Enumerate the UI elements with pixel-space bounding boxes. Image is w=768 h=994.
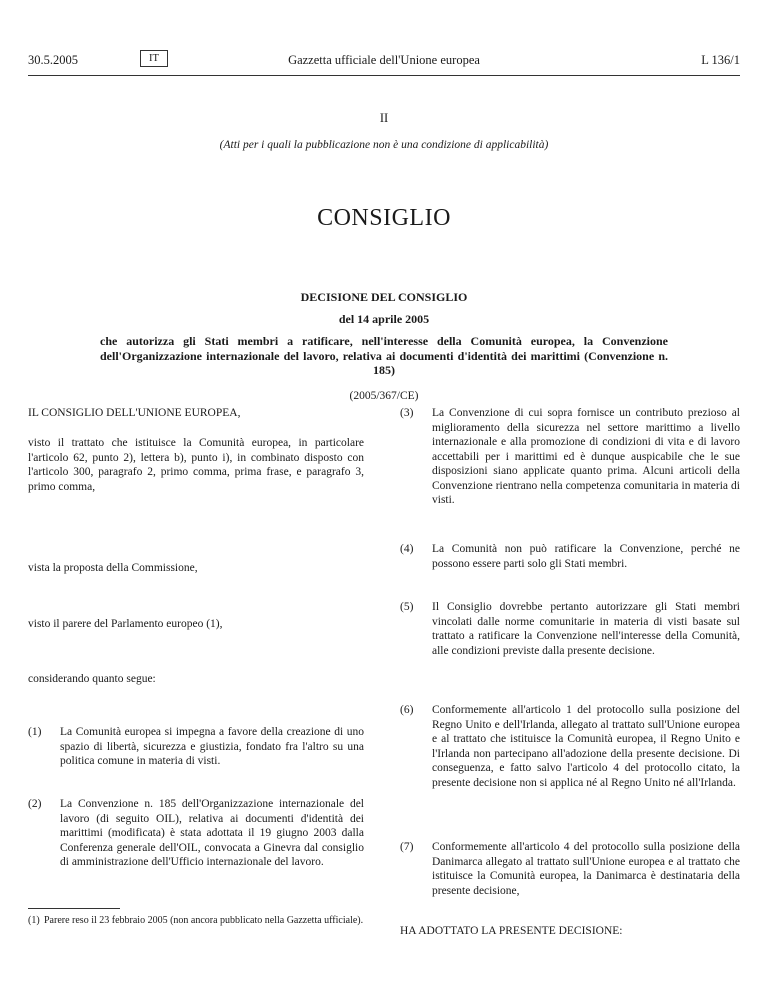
recitals-intro: considerando quanto segue: xyxy=(28,673,156,685)
journal-title: Gazzetta ufficiale dell'Unione europea xyxy=(288,53,480,67)
recital xyxy=(28,725,364,770)
institution-heading: CONSIGLIO xyxy=(317,205,451,231)
header-divider xyxy=(28,75,740,76)
recital-number: (4) xyxy=(400,543,414,555)
citation-proposal: vista la proposta della Commissione, xyxy=(28,562,198,574)
recital-number: (5) xyxy=(400,601,414,613)
page-reference: L 136/1 xyxy=(701,53,740,67)
header-date: 30.5.2005 xyxy=(28,53,78,67)
recital-text: La Comunità europea si impegna a favore della creazione di uno spazio di libertà, sicurezza e giustizia, fondato fra l'altro su una politica comune in materia di visti. xyxy=(60,726,364,767)
recital xyxy=(400,600,740,675)
recital xyxy=(28,797,364,877)
footnote-number: (1) xyxy=(28,915,40,926)
recital-number: (7) xyxy=(400,841,414,853)
citation-parliament-end: , xyxy=(219,618,223,630)
decision-date: del 14 aprile 2005 xyxy=(338,312,430,326)
adoption-formula: HA ADOTTATO LA PRESENTE DECISIONE: xyxy=(400,925,623,937)
recital-text: Il Consiglio dovrebbe pertanto autorizzare gli Stati membri vincolati dalle norme comunitarie in materia di visti basate sul trattato a ratificare la Convenzione nell'interesse della Comunità, alle condizioni previste dalla presente decisione. xyxy=(432,601,740,657)
recital-number: (1) xyxy=(28,726,42,738)
recital-number: (2) xyxy=(28,798,42,810)
recital xyxy=(400,703,740,813)
citation-treaty: visto il trattato che istituisce la Comunità europea, in particolare l'articolo 62, punto 2), lettera b), punto i), in combinato disposto con l'articolo 300, paragrafo 2, primo comma, prima frase, e paragrafo 3, primo comma, xyxy=(28,437,364,493)
recital-text: Conformemente all'articolo 1 del protocollo sulla posizione del Regno Unito e dell'Irlanda, allegato al trattato sull'Unione europea e al trattato che istituisce la Comunità europea, il Regno Unito e l'Irlanda non partecipano all'adozione della presente decisione. Di conseguenza, e fatto salvo l'articolo 4 del protocollo citato, la presente decisione non si applica né al Regno Unito né all'Irlanda. xyxy=(432,704,740,789)
recital-number: (3) xyxy=(400,407,414,419)
recital-number: (6) xyxy=(400,704,414,716)
recital-text: La Convenzione di cui sopra fornisce un contributo prezioso al miglioramento della sicurezza nel settore marittimo a livello internazionale e alla promozione di condizioni di vita e di lavoro accettabili per i marittimi ed è dunque auspicabile che le sue disposizioni siano applicate quanto prima. Alcuni articoli della Convenzione rientrano nella competenza comunitaria in materia di visti. xyxy=(432,407,740,506)
decision-title: che autorizza gli Stati membri a ratificare, nell'interesse della Comunità europea, la Convenzione dell'Organizzazione internazionale del lavoro, relativa ai documenti d'identità dei marittimi (Convenzione n. 185) xyxy=(100,334,668,377)
series-note: (Atti per i quali la pubblicazione non è una condizione di applicabilità) xyxy=(219,139,549,151)
decision-reference: (2005/367/CE) xyxy=(349,390,419,402)
enacting-formula: IL CONSIGLIO DELL'UNIONE EUROPEA, xyxy=(28,407,241,419)
citation-parliament-text: visto il parere del Parlamento europeo xyxy=(28,618,204,630)
footnote-marker[interactable]: (1) xyxy=(206,618,220,630)
language-badge: IT xyxy=(140,50,168,67)
recital xyxy=(400,840,740,897)
recital-text: Conformemente all'articolo 4 del protocollo sulla posizione della Danimarca allegato al trattato sull'Unione europea e al trattato che istituisce la Comunità europea, la Danimarca è destinataria della presente decisione, xyxy=(432,841,740,897)
series-number: II xyxy=(379,111,389,125)
footnote-text: Parere reso il 23 febbraio 2005 (non ancora pubblicato nella Gazzetta ufficiale). xyxy=(44,915,364,926)
decision-type: DECISIONE DEL CONSIGLIO xyxy=(300,290,468,304)
recital-text: La Convenzione n. 185 dell'Organizzazione internazionale del lavoro (di seguito OIL), relativa ai documenti d'identità dei marittimi (modificata) è stata adottata il 19 giugno 2003 dalla Conferenza generale dell'OIL, convocata a Ginevra dal consiglio di amministrazione dell'Ufficio internazionale del lavoro. xyxy=(60,798,364,868)
recital xyxy=(400,542,740,572)
recital-text: La Comunità non può ratificare la Convenzione, perché ne possono essere parti solo gli Stati membri. xyxy=(432,543,740,570)
citation-parliament xyxy=(28,617,364,632)
footnote-divider xyxy=(28,908,120,909)
recital xyxy=(400,406,740,516)
